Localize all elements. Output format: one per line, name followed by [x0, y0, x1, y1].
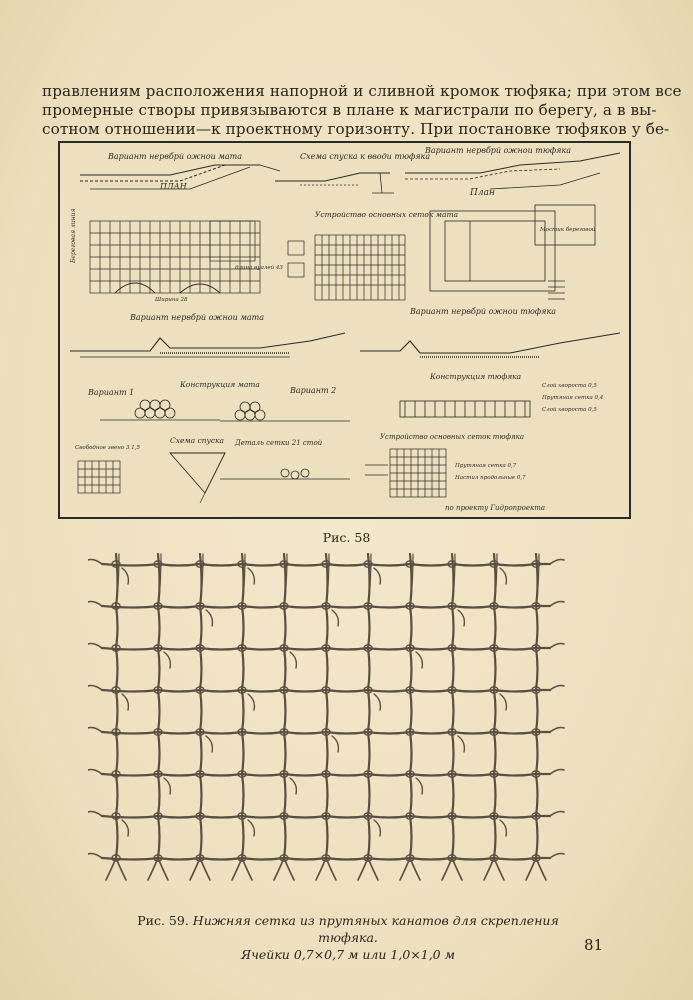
- svg-text:Ширина 28: Ширина 28: [155, 297, 188, 303]
- label-plan2: План: [470, 188, 495, 198]
- svg-text:длина вуалей 43: длина вуалей 43: [235, 265, 283, 271]
- page-number: 81: [584, 936, 604, 954]
- label-var1: Вариант 1: [88, 388, 135, 397]
- label-plan1: ПЛАН: [160, 182, 187, 191]
- body-line-2: промерные створы привязываются в плане к магистрали по берегу, а в вы-: [42, 101, 657, 119]
- label-var2: Вариант 2: [290, 386, 337, 395]
- svg-text:Прутяная сетка 0,4: Прутяная сетка 0,4: [542, 395, 604, 401]
- svg-text:Настил продольные 0,7: Настил продольные 0,7: [455, 475, 526, 481]
- label-tuf-construct: Конструкция тюфяка: [430, 372, 522, 381]
- label-detail: Деталь сетки 21 стой: [235, 439, 323, 447]
- label-footer: по проекту Гидропроекта: [445, 504, 546, 512]
- body-paragraph: [42, 82, 682, 139]
- figure-59-caption-text: Нижняя сетка из прутяных канатов для скрепления тюфяка.: [192, 913, 559, 945]
- label-v2: Схема спуска к вводи тюфяка: [300, 152, 431, 161]
- svg-text:Прутяная сетка 0,7: Прутяная сетка 0,7: [455, 463, 517, 469]
- body-line-3: сотном отношении—к проектному горизонту. При постановке тюфяков у бе-: [42, 120, 670, 138]
- svg-text:Слой хворостa 0,5: Слой хворостa 0,5: [542, 407, 597, 413]
- label-construct2: Устройство основных сеток тюфяка: [380, 433, 524, 441]
- figure-59-label: Рис. 59.: [137, 913, 189, 928]
- figure-58-drawing: [58, 141, 631, 519]
- technical-drawing: [60, 143, 629, 517]
- svg-text:Береговая линия: Береговая линия: [70, 208, 77, 263]
- label-mat-construct: Конструкция мата: [180, 380, 260, 389]
- figure-59-caption-line2: Ячейки 0,7×0,7 м или 1,0×1,0 м: [241, 947, 455, 962]
- svg-text:Мостик береговой: Мостик береговой: [540, 227, 596, 233]
- label-v3: Вариант нервбрй ожнои тюфяка: [425, 146, 571, 155]
- rope-net-illustration: [88, 546, 588, 910]
- label-v5: Вариант нервбрй ожнои тюфяка: [410, 307, 556, 316]
- body-line-1: правлениям расположения напорной и сливной кромок тюфяка; при этом все: [42, 82, 682, 100]
- figure-59-caption: [108, 912, 588, 963]
- svg-text:Свободное звено 3 1,5: Свободное звено 3 1,5: [75, 445, 140, 451]
- label-construct1: Устройство основных сеток мата: [315, 210, 459, 219]
- label-spusk: Схема спуска: [170, 436, 225, 445]
- label-v4: Вариант нервбрй ожнои мата: [130, 313, 265, 322]
- figure-58-caption: Рис. 58: [322, 530, 371, 545]
- label-v1: Вариант нервбрй ожнои мата: [108, 152, 243, 161]
- svg-text:Слой хворостa 0,5: Слой хворостa 0,5: [542, 383, 597, 389]
